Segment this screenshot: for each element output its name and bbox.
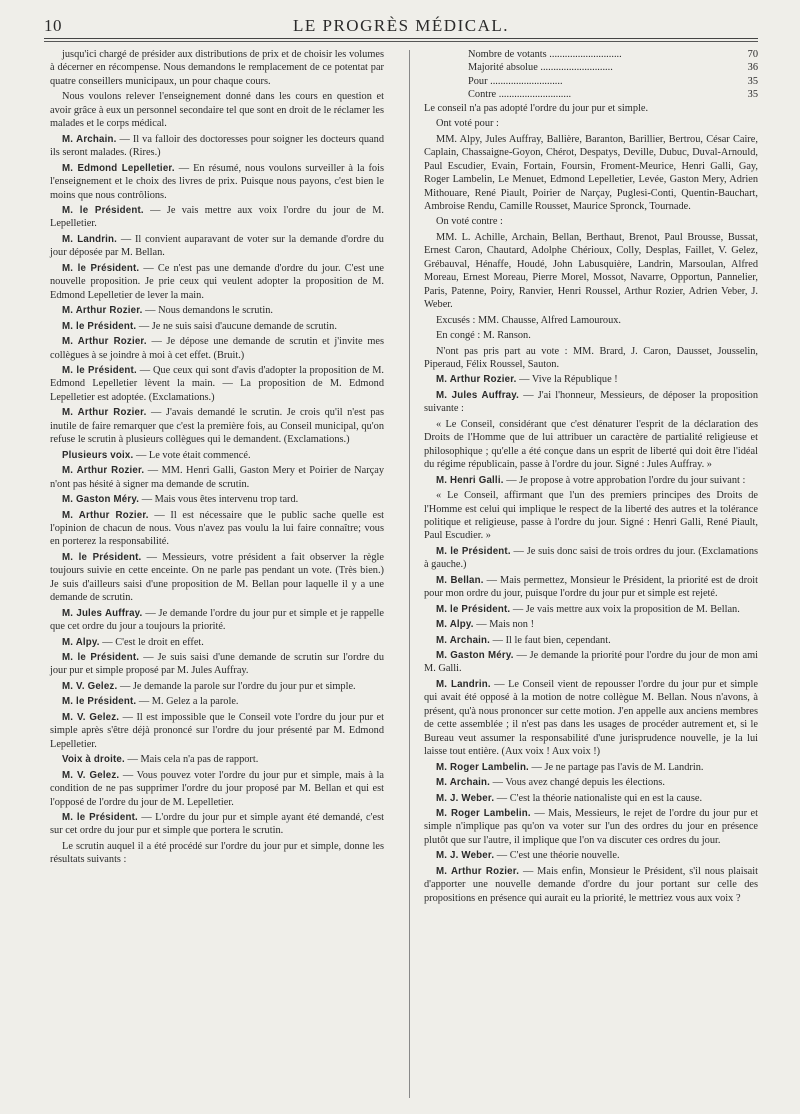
speech-paragraph bbox=[424, 849, 758, 862]
vote-count: 70 bbox=[747, 49, 758, 60]
speaker-name: M. le Président. bbox=[62, 652, 140, 664]
text-paragraph bbox=[424, 418, 758, 472]
paragraph-text: — Vive la République ! bbox=[516, 374, 618, 386]
speech-paragraph bbox=[424, 603, 758, 616]
text-paragraph bbox=[424, 345, 758, 372]
paragraph-text: — En résumé, nous voulons surveiller à la fois l'enseignement et le choix des livres de prix. Puisque nous payons, c'est bien le moins que nous contrôlions. bbox=[50, 162, 385, 201]
paragraph-text: « Le Conseil, affirmant que l'un des premiers principes des Droits de l'Homme est celui qui implique le respect de la liberté des autres et la tolérance politique et religieuse, passe à l'ordre du jour. Signé : Henri Galli, René Piault, Paul Escudier. » bbox=[424, 490, 758, 542]
paragraph-text: — Il va falloir des doctoresses pour soigner les docteurs quand ils seront malades. (Rires.) bbox=[50, 133, 384, 159]
speech-paragraph bbox=[424, 574, 758, 601]
speaker-name: M. Gaston Méry. bbox=[436, 650, 514, 662]
speaker-name: M. Roger Lambelin. bbox=[436, 808, 531, 820]
journal-title: LE PROGRÈS MÉDICAL. bbox=[293, 16, 509, 35]
paragraph-text: — J'ai l'honneur, Messieurs, de déposer la proposition suivante : bbox=[424, 389, 758, 415]
speech-paragraph bbox=[424, 761, 758, 774]
paragraph-text: Le scrutin auquel il a été procédé sur l'ordre du jour pur et simple, donne les résultats suivants : bbox=[50, 840, 384, 866]
paragraph-text: — Ce n'est pas une demande d'ordre du jour. C'est une nouvelle proposition. Je prie ceux qui veulent adopter la proposition de M. Edmond Lepelletier de lever la main. bbox=[50, 262, 384, 301]
vote-label: Pour ............................ bbox=[468, 75, 563, 87]
paragraph-text: — Nous demandons le scrutin. bbox=[142, 305, 273, 317]
text-paragraph bbox=[424, 117, 758, 130]
speech-paragraph bbox=[50, 551, 384, 605]
speech-paragraph bbox=[424, 389, 758, 416]
speaker-name: M. Gaston Méry. bbox=[62, 494, 140, 506]
speech-paragraph bbox=[50, 449, 384, 462]
paragraph-text: « Le Conseil, considérant que c'est dénaturer l'esprit de la déclaration des Droits de l'Homme que de lui attribuer un caractère de partialité religieuse et philosophique ; qu'elle a été conçue dans un esprit de liberté qui doit être l'idéal du régime républicain, passe à l'ordre du jour. Signé : Jules Auffray. » bbox=[424, 418, 758, 471]
speech-paragraph bbox=[50, 464, 384, 491]
speaker-name: M. le Président. bbox=[436, 603, 511, 615]
paragraph-text: MM. L. Achille, Archain, Bellan, Berthaut, Brenot, Paul Brousse, Bussat, Ernest Caron, Chautard, Adolphe Chérioux, Colly, Desplas, Faillet, V. Gelez, Grébauval, Hénaffe, Houdé, John Labusquière, Landrin, Marsoulan, Alfred Moreau, Ernest Moreau, Pierre Morel, Mossot, Navarre, Opportun, Pannelier, Paris, Patenne, Poiry, Ranvier, Henri Roussel, Arthur Rozier, Adrien Veber, J. Weber. bbox=[424, 231, 758, 311]
paragraph-text: — Vous pouvez voter l'ordre du jour pur et simple, mais à la condition de ne pas supprimer l'ordre du jour proposé par M. Bellan et qui est l'opposé de l'ordre du jour de M. Lepelletier. bbox=[50, 769, 384, 808]
speech-paragraph bbox=[424, 776, 758, 789]
paragraph-text: — Mais permettez, Monsieur le Président, la priorité est de droit pour mon ordre du jour, puisque l'ordre du jour pur et simple est rejeté. bbox=[424, 574, 758, 600]
paragraph-text: — MM. Henri Galli, Gaston Mery et Poirier de Narçay n'ont pas hésité à signer ma demande de scrutin. bbox=[50, 465, 384, 490]
text-paragraph bbox=[50, 48, 384, 88]
speech-paragraph bbox=[424, 678, 758, 759]
vote-label: Nombre de votants ............................ bbox=[468, 49, 622, 60]
paragraph-text: — Mais cela n'a pas de rapport. bbox=[124, 754, 259, 766]
page-number: 10 bbox=[44, 16, 62, 35]
text-paragraph bbox=[50, 840, 384, 867]
speech-paragraph bbox=[424, 474, 758, 487]
speaker-name: M. Archain. bbox=[436, 777, 491, 789]
paragraph-text: — Je suis saisi d'une demande de scrutin sur l'ordre du jour pur et simple proposé par M. Jules Auffray. bbox=[50, 652, 384, 677]
paragraph-text: — C'est une théorie nouvelle. bbox=[494, 850, 620, 862]
text-paragraph bbox=[424, 231, 758, 312]
speaker-name: Voix à droite. bbox=[62, 754, 125, 766]
speech-paragraph bbox=[50, 335, 384, 362]
speech-paragraph bbox=[424, 545, 758, 572]
speaker-name: M. J. Weber. bbox=[436, 792, 495, 804]
paragraph-text: — Mais vous êtes intervenu trop tard. bbox=[139, 494, 299, 506]
vote-label: Majorité absolue ............................ bbox=[468, 62, 613, 74]
paragraph-text: — Je demande l'ordre du jour pur et simple et je rappelle que cet ordre du jour a toujours la priorité. bbox=[50, 607, 384, 633]
vote-results bbox=[424, 48, 758, 102]
text-paragraph bbox=[424, 314, 758, 327]
paragraph-text: — Que ceux qui sont d'avis d'adopter la proposition de M. Edmond Lepelletier lèvent la main. — La proposition de M. Edmond Lepelletier est adoptée. (Exclamations.) bbox=[50, 364, 384, 403]
speaker-name: M. le Président. bbox=[62, 204, 144, 216]
speaker-name: M. Archain. bbox=[436, 634, 491, 646]
speech-paragraph bbox=[50, 304, 384, 317]
speech-paragraph bbox=[50, 509, 384, 549]
right-column bbox=[424, 48, 758, 907]
paragraph-text: — Je suis donc saisi de trois ordres du jour. (Exclamations à gauche.) bbox=[424, 545, 759, 571]
speaker-name: M. Edmond Lepelletier. bbox=[62, 162, 175, 174]
speech-paragraph bbox=[50, 364, 384, 404]
paragraph-text: — Vous avez changé depuis les élections. bbox=[490, 777, 665, 789]
speech-paragraph bbox=[50, 811, 384, 838]
paragraph-text: — Le vote était commencé. bbox=[133, 449, 251, 461]
speech-paragraph bbox=[424, 634, 758, 647]
paragraph-text: N'ont pas pris part au vote : MM. Brard, J. Caron, Dausset, Jousselin, Piperaud, Félix Roussel, Sauton. bbox=[424, 345, 758, 370]
vote-count: 35 bbox=[747, 89, 758, 101]
speech-paragraph bbox=[50, 636, 384, 649]
vote-result-row bbox=[424, 48, 758, 61]
speech-paragraph bbox=[424, 373, 758, 386]
speech-paragraph bbox=[50, 493, 384, 506]
speaker-name: M. Arthur Rozier. bbox=[436, 374, 517, 386]
speaker-name: M. Arthur Rozier. bbox=[62, 336, 147, 348]
vote-count: 35 bbox=[747, 75, 758, 87]
speaker-name: M. le Président. bbox=[62, 364, 137, 376]
speaker-name: M. Archain. bbox=[62, 133, 117, 145]
text-paragraph bbox=[424, 489, 758, 543]
speech-paragraph bbox=[50, 711, 384, 751]
header-rule-thick bbox=[44, 38, 758, 39]
speech-paragraph bbox=[50, 753, 384, 766]
text-paragraph bbox=[424, 133, 758, 214]
vote-result-row bbox=[424, 88, 758, 101]
left-column bbox=[50, 48, 384, 869]
speech-paragraph bbox=[50, 133, 384, 160]
paragraph-text: — J'avais demandé le scrutin. Je crois qu'il n'est pas inutile de faire remarquer que c'est la première fois, au Conseil municipal, qu'on refuse le scrutin à plusieurs collègues qui le demandent. (Exclamations.) bbox=[50, 407, 384, 446]
paragraph-text: — Il est impossible que le Conseil vote l'ordre du jour pur et simple après s'être déjà prononcé sur l'ordre du jour présenté par M. Edmond Lepelletier. bbox=[50, 711, 384, 750]
vote-result-row bbox=[424, 61, 758, 74]
speaker-name: M. Roger Lambelin. bbox=[436, 761, 529, 773]
speech-paragraph bbox=[50, 680, 384, 693]
paragraph-text: On voté contre : bbox=[436, 216, 503, 228]
speech-paragraph bbox=[424, 807, 758, 847]
speaker-name: M. Bellan. bbox=[436, 574, 484, 586]
paragraph-text: — Le Conseil vient de repousser l'ordre du jour pur et simple qui avait été opposé à la motion de notre collègue M. Bellan. Nous n'avons, à présent, qu'à nous prononcer sur cette motion. J'en appelle aux anciens membres de cette assemblée ; il n'est pas dans les usages de procéder autrement et, si le Bureau veut assumer la responsabilité d'une jurisprudence nouvelle, je la lui laisse tout entière. (Aux voix ! Aux voix !) bbox=[424, 678, 758, 758]
paragraph-text: Nous voulons relever l'enseignement donné dans les cours en question et avoir grâce à eux un personnel secondaire tel que sont en droit de le réclamer les malades et le corps médical. bbox=[50, 91, 384, 130]
speech-paragraph bbox=[50, 769, 384, 809]
speech-paragraph bbox=[50, 262, 384, 302]
speaker-name: M. le Président. bbox=[62, 551, 142, 563]
speech-paragraph bbox=[50, 162, 384, 202]
vote-label: Contre ............................ bbox=[468, 89, 572, 101]
vote-result-row bbox=[424, 75, 758, 88]
text-paragraph bbox=[424, 102, 758, 115]
speaker-name: M. le Président. bbox=[62, 320, 137, 332]
speech-paragraph bbox=[424, 792, 758, 805]
speaker-name: M. Alpy. bbox=[62, 636, 100, 648]
speech-paragraph bbox=[50, 651, 384, 678]
paragraph-text: — Je ne partage pas l'avis de M. Landrin. bbox=[528, 761, 704, 773]
paragraph-text: — Mais non ! bbox=[473, 619, 535, 631]
paragraph-text: — Messieurs, votre président a fait observer la règle toujours suivie en cette enceinte. On ne parle pas pendant un vote. (Très bien.) Je suis d'ailleurs saisi d'une proposition de M. Bellan pour laquelle il y a une demande de scrutin. bbox=[50, 551, 384, 604]
text-paragraph bbox=[424, 329, 758, 342]
header-rule-thin bbox=[44, 41, 758, 42]
speaker-name: M. V. Gelez. bbox=[62, 711, 120, 723]
speech-paragraph bbox=[50, 607, 384, 634]
paragraph-text: — Je vais mettre aux voix la proposition de M. Bellan. bbox=[510, 603, 740, 615]
speaker-name: M. le Président. bbox=[62, 812, 138, 824]
speaker-name: M. Landrin. bbox=[62, 233, 118, 245]
speaker-name: M. Arthur Rozier. bbox=[62, 305, 143, 317]
paragraph-text: — Je demande la priorité pour l'ordre du jour de mon ami M. Galli. bbox=[424, 650, 758, 675]
paragraph-text: MM. Alpy, Jules Auffray, Ballière, Baranton, Barillier, Bertrou, César Caire, Caplain, Chassaigne-Goyon, Chérot, Despatys, Deville, Dubuc, Duval-Arnould, Paul Escudier, Evain, Fortain, Foursin, Froment-Meurice, Henri Galli, Gay, Roger Lambelin, Le Menuet, Edmond Lepelletier, Levée, Gaston Mery, Adrien Mithouare, René Piault, Poirier de Narçay, Puglesi-Conti, Quentin-Bauchart, Ambroise Rendu, Camille Rousset, Maurice Spronck, Tournade. bbox=[424, 133, 758, 212]
speech-paragraph bbox=[50, 204, 384, 231]
paragraph-text: Excusés : MM. Chausse, Alfred Lamouroux. bbox=[436, 314, 622, 326]
paragraph-text: — Je ne suis saisi d'aucune demande de scrutin. bbox=[136, 320, 337, 332]
speaker-name: M. V. Gelez. bbox=[62, 769, 120, 781]
speech-paragraph bbox=[424, 649, 758, 676]
paragraph-text: En congé : M. Ranson. bbox=[436, 330, 531, 342]
paragraph-text: jusqu'ici chargé de présider aux distributions de prix et de choisir les volumes à décerner en récompense. Nous demandons le remplacement de ce potentat par quatre conseillers municipaux, un pour chaque cours. bbox=[50, 49, 384, 87]
speech-paragraph bbox=[50, 695, 384, 708]
speaker-name: M. le Président. bbox=[62, 262, 140, 274]
paragraph-text: Ont voté pour : bbox=[436, 118, 499, 130]
speaker-name: M. Alpy. bbox=[436, 619, 474, 631]
text-paragraph bbox=[424, 215, 758, 228]
speech-paragraph bbox=[424, 618, 758, 631]
speaker-name: M. Jules Auffray. bbox=[62, 607, 143, 619]
page-header bbox=[44, 14, 758, 38]
paragraph-text: — Je dépose une demande de scrutin et j'invite mes collègues à se joindre à moi à cet effet. (Bruit.) bbox=[50, 336, 384, 361]
paragraph-text: — C'est la théorie nationaliste qui en est la cause. bbox=[494, 792, 703, 804]
column-divider bbox=[409, 50, 410, 1098]
paragraph-text: — C'est le droit en effet. bbox=[99, 636, 204, 648]
speaker-name: M. Arthur Rozier. bbox=[62, 465, 145, 477]
speech-paragraph bbox=[50, 233, 384, 260]
speaker-name: M. Henri Galli. bbox=[436, 474, 504, 486]
paragraph-text: — Mais, Messieurs, le rejet de l'ordre du jour pur et simple n'implique pas qu'on va voter sur l'un des ordres du jour en présence plutôt que sur l'autre, il implique que l'on va discuter ces ordres du jour. bbox=[424, 808, 758, 846]
vote-count: 36 bbox=[747, 62, 758, 74]
text-paragraph bbox=[50, 90, 384, 130]
speaker-name: M. Landrin. bbox=[436, 678, 491, 690]
paragraph-text: — Mais enfin, Monsieur le Président, s'il nous plaisait d'apporter une nouvelle demande d'ordre du jour portant sur celle des propositions en présence qui aurait eu la priorité, le mettriez vous aux voix ? bbox=[424, 865, 758, 904]
speech-paragraph bbox=[424, 865, 758, 905]
speaker-name: M. Arthur Rozier. bbox=[436, 865, 520, 877]
speaker-name: M. le Président. bbox=[436, 545, 511, 557]
paragraph-text: — M. Gelez a la parole. bbox=[136, 696, 239, 708]
paragraph-text: — Il convient auparavant de voter sur la demande d'ordre du jour déposée par M. Bellan. bbox=[50, 233, 384, 259]
speaker-name: M. V. Gelez. bbox=[62, 680, 118, 692]
paragraph-text: — Je propose à votre approbation l'ordre du jour suivant : bbox=[503, 474, 746, 486]
speech-paragraph bbox=[50, 320, 384, 333]
paragraph-text: — Il est nécessaire que le public sache quelle est l'opinion de chacun de nous. Vous n'avez pas voulu la lui faire connaître; vous en porterez la responsabilité. bbox=[50, 509, 384, 548]
speaker-name: M. le Président. bbox=[62, 696, 137, 708]
paragraph-text: Le conseil n'a pas adopté l'ordre du jour pur et simple. bbox=[424, 102, 649, 114]
speaker-name: Plusieurs voix. bbox=[62, 449, 134, 461]
speaker-name: M. J. Weber. bbox=[436, 850, 495, 862]
speaker-name: M. Jules Auffray. bbox=[436, 389, 520, 401]
paragraph-text: — Je demande la parole sur l'ordre du jour pur et simple. bbox=[117, 680, 356, 692]
paragraph-text: — L'ordre du jour pur et simple ayant été demandé, c'est sur cet ordre du jour pur et simple que portera le scrutin. bbox=[50, 812, 384, 837]
speaker-name: M. Arthur Rozier. bbox=[62, 509, 149, 521]
paragraph-text: — Il le faut bien, cependant. bbox=[490, 634, 611, 646]
speech-paragraph bbox=[50, 406, 384, 446]
paragraph-text: — Je vais mettre aux voix l'ordre du jour de M. Lepelletier. bbox=[50, 204, 384, 230]
speaker-name: M. Arthur Rozier. bbox=[62, 407, 147, 419]
